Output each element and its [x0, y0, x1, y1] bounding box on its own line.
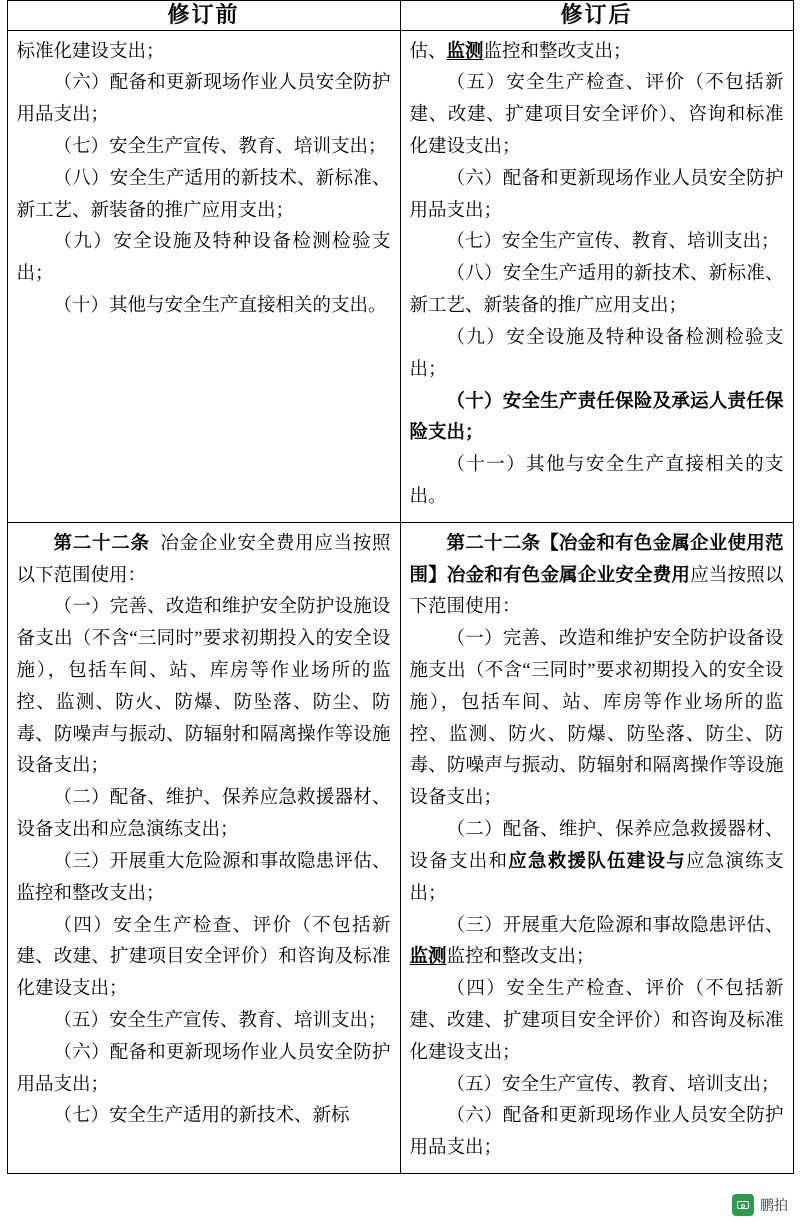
- cell-after-1: [400, 30, 793, 522]
- paragraph: （十一）其他与安全生产直接相关的支出。: [409, 455, 784, 507]
- paragraph: [410, 815, 784, 910]
- paragraph: （一）完善、改造和维护安全防护设备设施支出（不含“三同时”要求初期投入的安全设施），包括车间、站、库房等作业场所的监控、监测、防火、防爆、防坠落、防尘、防毒、防噪声与振动、防辐射和隔离操作等设施设备支出；: [409, 629, 784, 809]
- cell-after-2-body: [401, 523, 793, 1173]
- paragraph: （八）安全生产适用的新技术、新标准、新工艺、新装备的推广应用支出；: [409, 264, 784, 317]
- paragraph-inserted: （十）安全生产责任保险及承运人责任保险支出；: [409, 391, 784, 444]
- inserted-text: 监测: [409, 947, 447, 968]
- article-heading-rest: 冶金企业安全费用应当按照以下范围使用：: [16, 533, 391, 586]
- paragraph-text: 应急演练支出；: [409, 851, 784, 904]
- paragraph: （五）安全生产检查、评价（不包括新建、改建、扩建项目安全评价）、咨询和标准化建设支出；: [409, 73, 784, 158]
- paragraph-text: 监控和整改支出；: [446, 947, 595, 968]
- paragraph: （七）安全生产宣传、教育、培训支出；: [53, 137, 387, 158]
- header-before: 修订前: [7, 1, 400, 31]
- article-heading-rest: 应当按照以下范围使用：: [409, 565, 784, 618]
- paragraph: （六）配备和更新现场作业人员安全防护用品支出；: [16, 1042, 391, 1095]
- table-row: [7, 522, 793, 1173]
- paragraph-truncated: （六）配备和更新现场作业人员安全防护用品支出；: [409, 1106, 784, 1159]
- inserted-text: 应急救援队伍建设与: [508, 851, 686, 872]
- header-after: 修订后: [400, 1, 793, 31]
- paragraph: （十）其他与安全生产直接相关的支出。: [53, 296, 387, 317]
- cell-before-2-body: [8, 523, 400, 1141]
- paragraph: [410, 911, 784, 975]
- paragraph: （四）安全生产检查、评价（不包括新建、改建、扩建项目安全评价）和咨询及标准化建设支出；: [409, 979, 784, 1063]
- paragraph: （五）安全生产宣传、教育、培训支出；: [53, 1010, 387, 1031]
- paragraph: （九）安全设施及特种设备检测检验支出；: [16, 232, 391, 285]
- paragraph: （一）完善、改造和维护安全防护设施设备支出（不含“三同时”要求初期投入的安全设施），包括车间、站、库房等作业场所的监控、监测、防火、防爆、防坠落、防尘、防毒、防噪声与振动、防辐射和隔离操作等设施设备支出；: [16, 597, 391, 777]
- watermark: [728, 1192, 792, 1218]
- watermark-label: 鹏拍: [760, 1197, 788, 1213]
- article-heading: [410, 529, 784, 624]
- cell-before-1: [7, 30, 400, 522]
- paragraph-text: （二）配备、维护、保养应急救援器材、设备支出和: [409, 820, 784, 872]
- paragraph-truncated: （七）安全生产适用的新技术、新标: [53, 1106, 350, 1127]
- paragraph-text: 估、监测监控和整改支出；: [409, 41, 632, 62]
- article-heading: [17, 529, 391, 593]
- paragraph: [410, 37, 784, 69]
- article-number: 第二十二条: [53, 533, 150, 554]
- cell-after-2: [400, 522, 793, 1173]
- paragraph: 标准化建设支出；: [16, 41, 165, 62]
- article-number: 第二十二条【冶金和有色金属企业使用范围】冶金和有色金属企业安全费用: [409, 533, 784, 586]
- paragraph: （六）配备和更新现场作业人员安全防护用品支出；: [16, 73, 391, 126]
- cell-before-1-body: [8, 31, 400, 331]
- cell-before-2: [7, 522, 400, 1173]
- table-row: [7, 30, 793, 522]
- paragraph: （九）安全设施及特种设备检测检验支出；: [409, 327, 784, 380]
- paragraph: （三）开展重大危险源和事故隐患评估、监控和整改支出；: [16, 851, 391, 904]
- cell-after-1-body: [401, 31, 793, 522]
- paragraph-text: （三）开展重大危险源和事故隐患评估、: [446, 915, 784, 936]
- inserted-text: 监测: [446, 41, 484, 62]
- paragraph: （六）配备和更新现场作业人员安全防护用品支出；: [409, 168, 784, 221]
- camera-icon: [732, 1194, 754, 1216]
- paragraph: （八）安全生产适用的新技术、新标准、新工艺、新装备的推广应用支出；: [16, 168, 391, 221]
- paragraph: （五）安全生产宣传、教育、培训支出；: [446, 1074, 780, 1095]
- paragraph: （二）配备、维护、保养应急救援器材、设备支出和应急演练支出；: [16, 788, 391, 841]
- paragraph: （七）安全生产宣传、教育、培训支出；: [446, 232, 780, 253]
- revision-comparison-table: [7, 0, 794, 1174]
- paragraph: （四）安全生产检查、评价（不包括新建、改建、扩建项目安全评价）和咨询及标准化建设支出；: [16, 915, 391, 1000]
- table-header-row: [7, 1, 793, 31]
